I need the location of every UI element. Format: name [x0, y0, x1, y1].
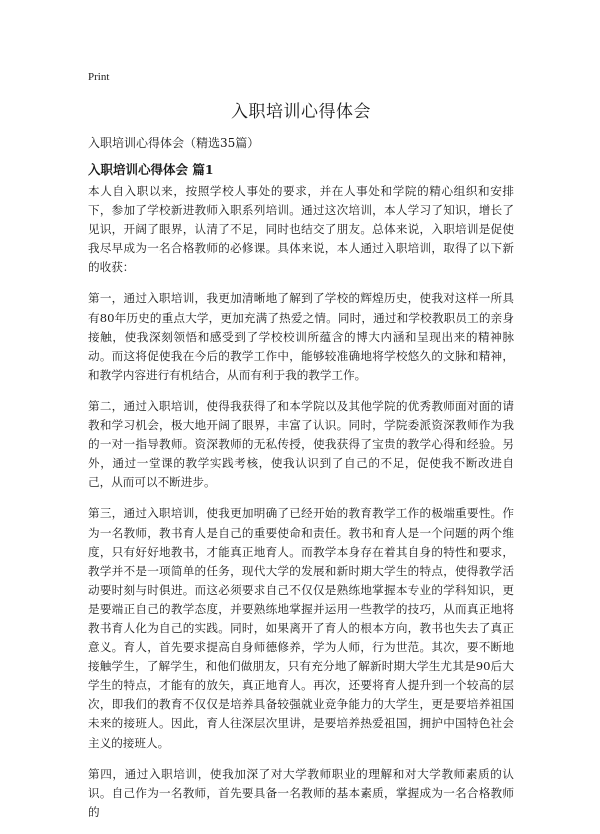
document-title: 入职培训心得体会 [231, 102, 371, 122]
section-heading: 入职培训心得体会 篇1 [88, 162, 214, 177]
paragraph-third: 第三，通过入职培训，使我更加明确了已经开始的教育教学工作的极端重要性。作为一名教师，教书育人是自己的重要使命和责任。教书和育人是一个问题的两个维度，只有好好地教书，才能真正地育人。而教学本身存在着其自身的特性和要求，教学并不是一项简单的任务，现代大学的发展和新时期大学生的特点，使得教学活动要时刻与时俱进。而这必须要求自己不仅仅是熟练地掌握本专业的学科知识，更是要端正自己的教学态度，并要熟练地掌握并运用一些教学的技巧，从而真正地将教书育人化为自己的实践。同时，如果离开了育人的根本方向，教书也失去了真正意义。育人，首先要求提高自身师德修养，学为人师，行为世范。其次，要不断地接触学生，了解学生，和他们做朋友，只有充分地了解新时期大学生尤其是90后大学生的特点，才能有的放矢，真正地育人。再次，还要将育人提升到一个较高的层次，即我们的教育不仅仅是培养具备较强就业竞争能力的大学生，更是要培养祖国未来的接班人。因此，育人往深层次里讲，是要培养热爱祖国，拥护中国特色社会主义的接班人。 [88, 506, 514, 750]
paragraph-second: 第二，通过入职培训，使得我获得了和本学院以及其他学院的优秀教师面对面的请教和学习机会，极大地开阔了眼界，丰富了认识。同时，学院委派资深教师作为我的一对一指导教师。资深教师的无私传授，使我获得了宝贵的教学心得和经验。另外，通过一堂课的教学实践考核，使我认识到了自己的不足，促使我不断改进自己，从而可以不断进步。 [88, 398, 514, 490]
print-link[interactable]: Print [88, 71, 110, 83]
document-subtitle: 入职培训心得体会（精选35篇） [88, 136, 260, 150]
paragraph-first: 第一，通过入职培训，我更加清晰地了解到了学校的辉煌历史，使我对这样一所具有80年历史的重点大学，更加充满了热爱之情。同时，通过和学校教职员工的亲身接触，使我深刻领悟和感受到了学校校训所蕴含的博大内涵和呈现出来的精神脉动。而这将促使我在今后的教学工作中，能够较准确地将学校悠久的文脉和精神，和教学内容进行有机结合，从而有利于我的教学工作。 [88, 291, 514, 382]
paragraph-fourth: 第四，通过入职培训，使我加深了对大学教师职业的理解和对大学教师素质的认识。自己作为一名教师，首先要具备一名教师的基本素质，掌握成为一名合格教师的 [88, 766, 514, 819]
paragraph-intro: 本人自入职以来，按照学校人事处的要求，并在人事处和学院的精心组织和安排下，参加了学校新进教师入职系列培训。通过这次培训，本人学习了知识，增长了见识，开阔了眼界，认清了不足，同时也结交了朋友。总体来说，入职培训是促使我尽早成为一名合格教师的必修课。具体来说，本人通过入职培训，取得了以下新的收获： [88, 184, 514, 275]
article-body [88, 182, 514, 834]
